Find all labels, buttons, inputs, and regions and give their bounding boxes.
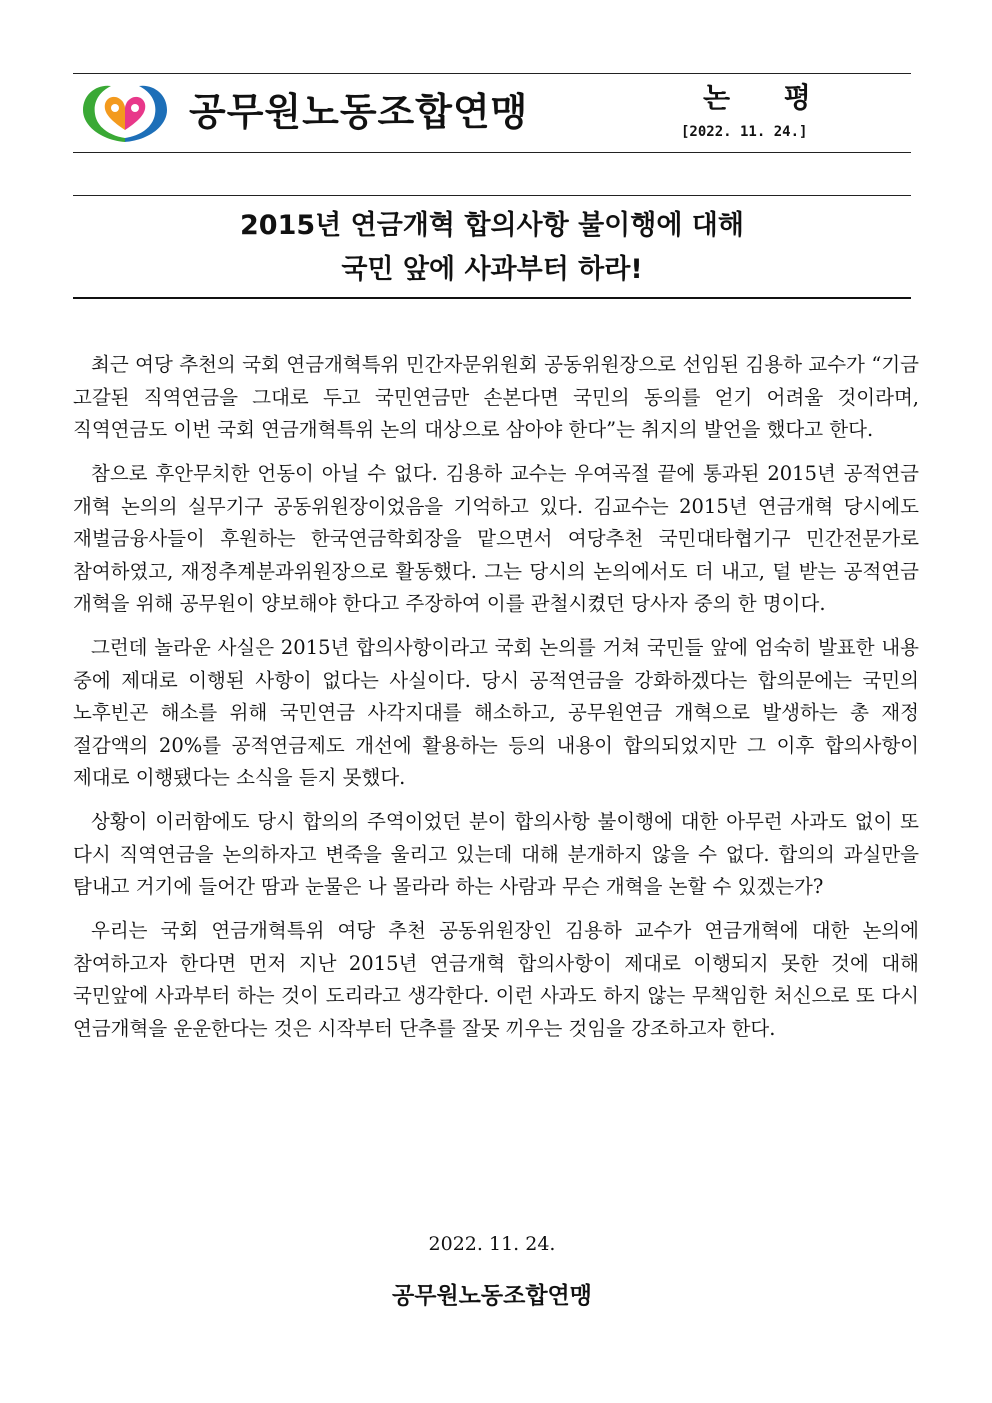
signature-date: 2022. 11. 24. — [428, 1233, 556, 1255]
paragraph: 우리는 국회 연금개혁특위 여당 추천 공동위원장인 김용하 교수가 연금개혁에 대한 논의에 참여하고자 한다면 먼저 지난 2015년 연금개혁 합의사항이 제대로 이행되지 못한 것에 대해 국민앞에 사과부터 하는 것이 도리라고 생각한다. 이런 사과도 하지 않는 무책임한 처신으로 또 다시 연금개혁을 운운한다는 것은 시작부터 단추를 잘못 끼우는 것임을 강조하고자 한다. — [73, 919, 919, 1040]
paragraph: 상황이 이러함에도 당시 합의의 주역이었던 분이 합의사항 불이행에 대한 아무런 사과도 없이 또 다시 직역연금을 논의하자고 변죽을 울리고 있는데 대해 분개하지 않을 수 없다. 합의의 과실만을 탐내고 거기에 들어간 땀과 눈물은 나 몰라라 하는 사람과 무슨 개혁을 논할 수 있겠는가? — [73, 810, 919, 898]
header-bottom-rule — [73, 152, 911, 153]
title-top-rule — [73, 195, 911, 196]
org-name: 공무원노동조합연맹 — [189, 90, 529, 134]
paragraph: 그런데 놀라운 사실은 2015년 합의사항이라고 국회 논의를 거쳐 국민들 앞에 엄숙히 발표한 내용 중에 제대로 이행된 사항이 없다는 사실이다. 당시 공적연금을 강화하겠다는 합의문에는 국민의 노후빈곤 해소를 위해 국민연금 사각지대를 해소하고, 공무원연금 개혁으로 발생하는 총 재정 절감액의 20%를 공적연금제도 개선에 활용하는 등의 내용이 합의되었지만 그 이후 합의사항이 제대로 이행됐다는 소식을 듣지 못했다. — [73, 636, 919, 789]
paragraph: 참으로 후안무치한 언동이 아닐 수 없다. 김용하 교수는 우여곡절 끝에 통과된 2015년 공적연금 개혁 논의의 실무기구 공동위원장이었음을 기억하고 있다. 김교수는 2015년 연금개혁 당시에도 재벌금융사들이 후원하는 한국연금학회장을 맡으면서 여당추천 국민대타협기구 민간전문가로 참여하였고, 재정추계분과위원장으로 활동했다. 그는 당시의 논의에서도 더 내고, 덜 받는 공적연금 개혁을 위해 공무원이 양보해야 한다고 주장하여 이를 관철시켰던 당사자 중의 한 명이다. — [73, 462, 919, 615]
title-line-1: 2015년 연금개혁 합의사항 불이행에 대해 — [240, 210, 744, 241]
article-body — [73, 349, 919, 1057]
title-line-2: 국민 앞에 사과부터 하라! — [341, 254, 643, 285]
title-bottom-rule — [73, 297, 911, 299]
letterhead — [73, 74, 911, 152]
document-type: 논 평 — [703, 81, 833, 114]
page-title — [73, 204, 911, 292]
union-logo-icon — [79, 78, 171, 148]
document-date: [2022. 11. 24.] — [681, 124, 808, 140]
signature-org: 공무원노동조합연맹 — [392, 1283, 592, 1309]
paragraph: 최근 여당 추천의 국회 연금개혁특위 민간자문위원회 공동위원장으로 선임된 김용하 교수가 “기금 고갈된 직역연금을 그대로 두고 국민연금만 손본다면 국민의 동의를 얻기 어려울 것이라며, 직역연금도 이번 국회 연금개혁특위 논의 대상으로 삼아야 한다”는 취지의 발언을 했다고 한다. — [73, 353, 919, 441]
